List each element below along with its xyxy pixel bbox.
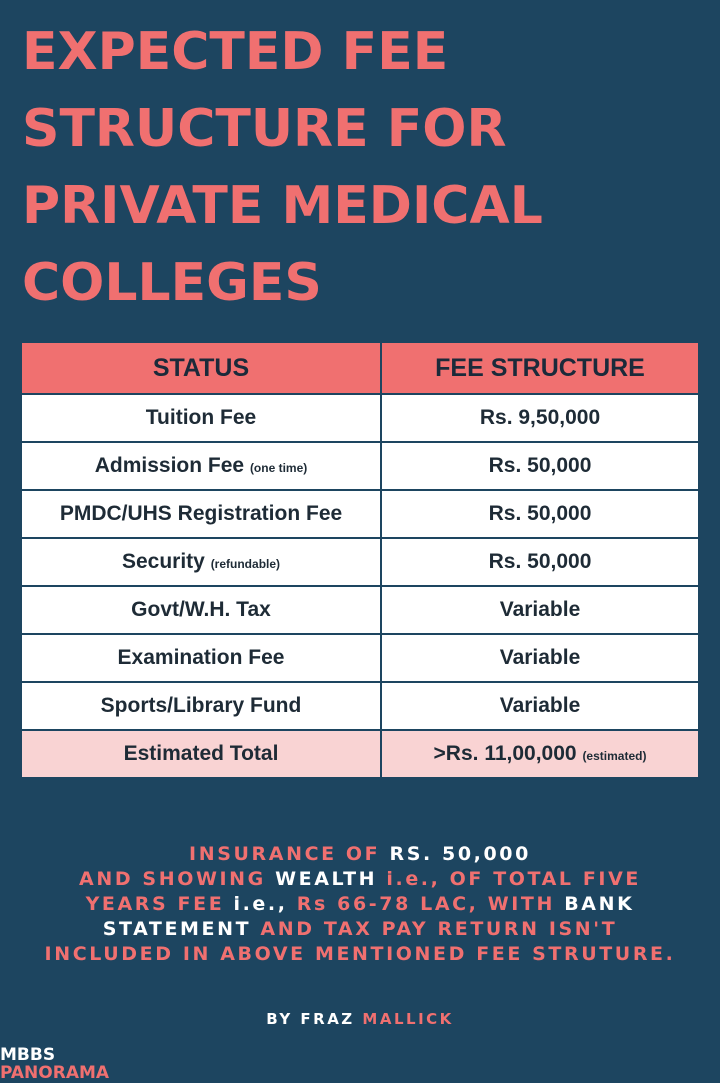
disclaimer-line (20, 842, 700, 867)
fee-value: Rs. 9,50,000 (479, 406, 601, 429)
status-label: Security (121, 550, 205, 573)
disclaimer-text (20, 842, 700, 967)
disclaimer-highlight: i.e., (233, 893, 288, 915)
table-row (21, 538, 699, 586)
disclaimer-highlight: RS. 50,000 (389, 843, 531, 865)
fee-table (20, 341, 700, 779)
fee-value: Variable (499, 598, 581, 621)
total-row (21, 730, 699, 778)
byline-prefix: BY FRAZ (266, 1010, 355, 1028)
title-line: COLLEGES (22, 253, 322, 313)
fee-cell (381, 490, 699, 538)
title-line: EXPECTED FEE (22, 22, 449, 82)
title-line: PRIVATE MEDICAL (22, 176, 543, 236)
page-title (22, 14, 702, 322)
status-label: Tuition Fee (145, 406, 257, 429)
fee-cell (381, 538, 699, 586)
status-cell (21, 394, 381, 442)
fee-value: Rs. 50,000 (488, 550, 592, 573)
fee-value: Rs. 50,000 (488, 454, 592, 477)
table-row (21, 682, 699, 730)
disclaimer-line (20, 917, 700, 942)
disclaimer-highlight: WEALTH (275, 868, 378, 890)
disclaimer-segment: YEARS FEE (85, 893, 225, 915)
logo-line-2: PANORAMA (0, 1063, 110, 1083)
column-header-fee-structure: FEE STRUCTURE (381, 342, 699, 394)
fee-value: Variable (499, 646, 581, 669)
status-label: Examination Fee (117, 646, 285, 669)
disclaimer-line (20, 892, 700, 917)
fee-cell (381, 730, 699, 778)
status-cell (21, 586, 381, 634)
fee-note: (estimated) (582, 749, 647, 763)
disclaimer-segment: Rs 66-78 LAC, WITH (296, 893, 555, 915)
disclaimer-highlight: BANK (564, 893, 635, 915)
fee-value: Variable (499, 694, 581, 717)
table-header-row (21, 342, 699, 394)
disclaimer-segment: AND SHOWING (79, 868, 266, 890)
status-label: Admission Fee (94, 454, 245, 477)
fee-cell (381, 442, 699, 490)
disclaimer-highlight: STATEMENT (102, 918, 252, 940)
disclaimer-segment: INSURANCE OF (189, 843, 381, 865)
status-note: (refundable) (210, 557, 281, 571)
byline-surname: MALLICK (362, 1010, 454, 1028)
column-header-status: STATUS (21, 342, 381, 394)
disclaimer-line (20, 867, 700, 892)
logo-line-1: MBBS (0, 1045, 56, 1065)
fee-cell (381, 586, 699, 634)
status-cell (21, 730, 381, 778)
fee-value: Rs. 50,000 (488, 502, 592, 525)
disclaimer-segment: i.e., OF TOTAL FIVE (386, 868, 641, 890)
fee-cell (381, 682, 699, 730)
table-row (21, 490, 699, 538)
table-row (21, 442, 699, 490)
table-row (21, 586, 699, 634)
disclaimer-segment: AND TAX PAY RETURN ISN'T (260, 918, 618, 940)
title-line: STRUCTURE FOR (22, 99, 507, 159)
brand-logo (0, 1046, 109, 1082)
status-label: PMDC/UHS Registration Fee (59, 502, 343, 525)
fee-cell (381, 634, 699, 682)
fee-value: >Rs. 11,00,000 (433, 742, 577, 765)
status-cell (21, 634, 381, 682)
status-label: Sports/Library Fund (100, 694, 302, 717)
table-row (21, 634, 699, 682)
status-cell (21, 490, 381, 538)
status-cell (21, 682, 381, 730)
status-note: (one time) (249, 461, 308, 475)
status-label: Estimated Total (123, 742, 279, 765)
disclaimer-segment: INCLUDED IN ABOVE MENTIONED FEE STRUTURE. (44, 943, 676, 965)
author-byline (0, 1010, 720, 1028)
table-row (21, 394, 699, 442)
status-label: Govt/W.H. Tax (131, 598, 271, 621)
status-cell (21, 538, 381, 586)
disclaimer-line (20, 942, 700, 967)
fee-cell (381, 394, 699, 442)
status-cell (21, 442, 381, 490)
